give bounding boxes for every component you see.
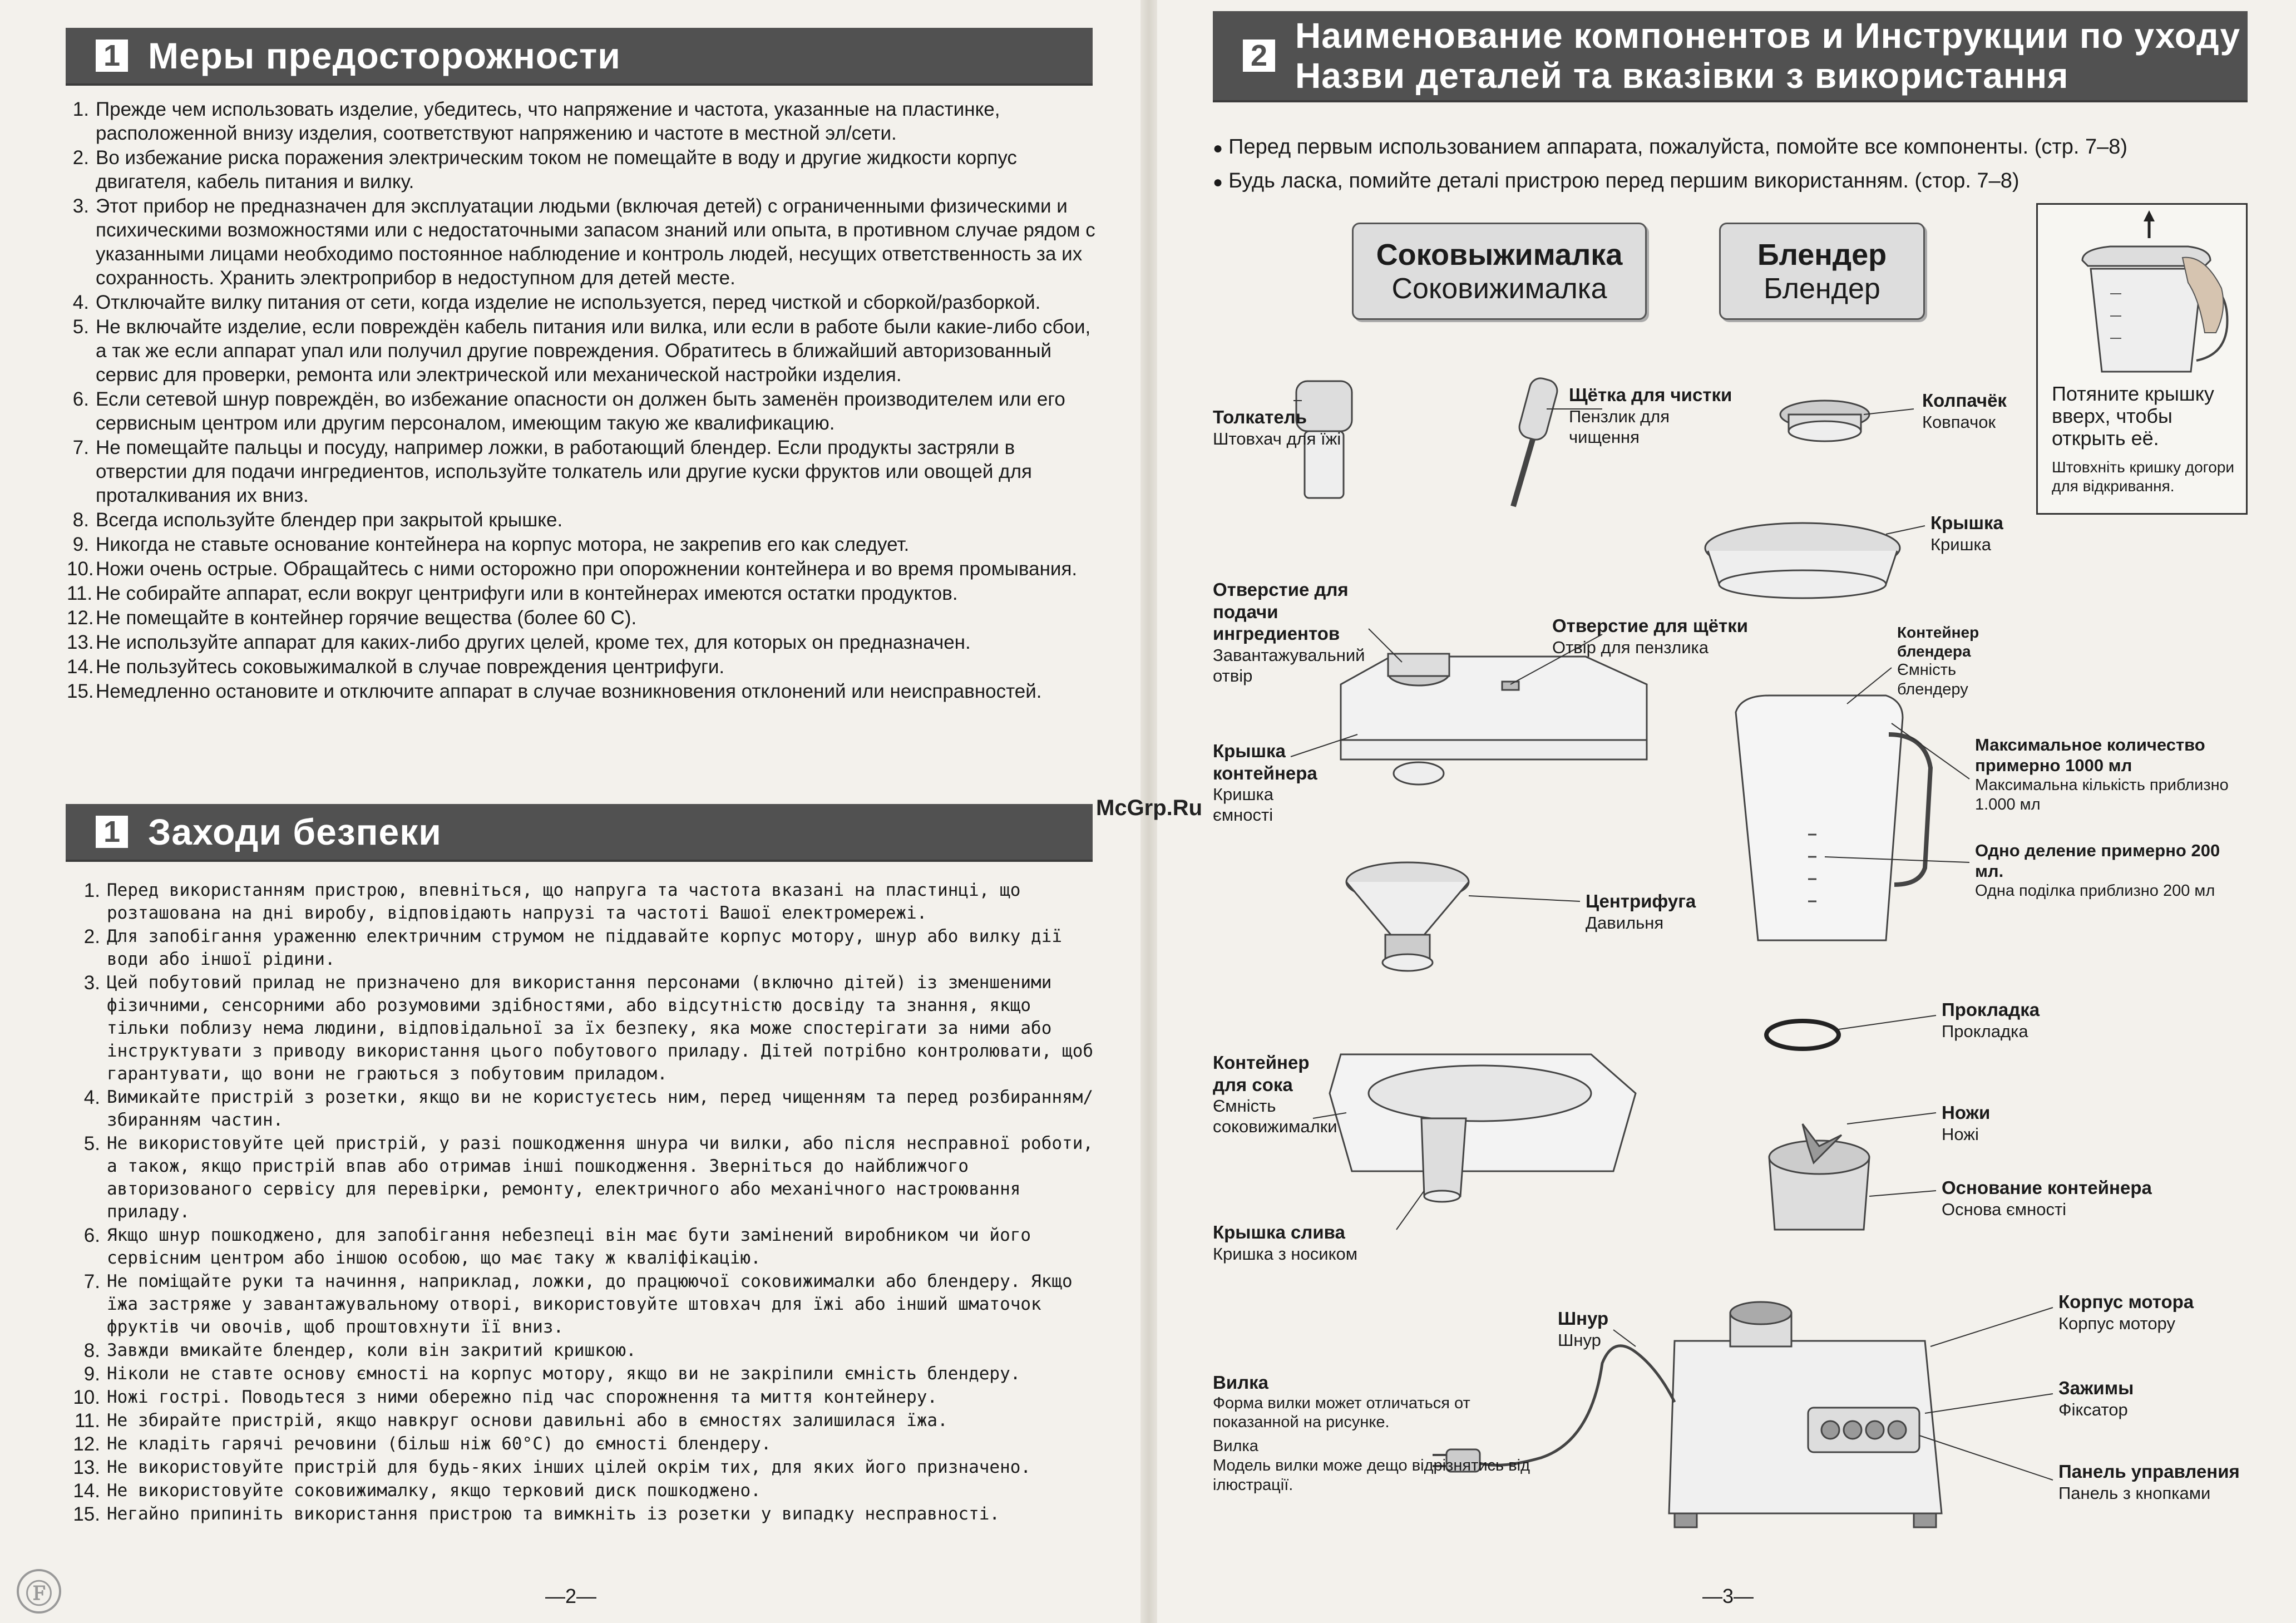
list-item <box>67 1224 1102 1270</box>
item-text: Отключайте вилку питания от сети, когда изделие не используется, перед чисткой и сборкой/разборкой. <box>96 292 1041 313</box>
label-cord: Шнур Шнур <box>1558 1308 1609 1350</box>
list-item <box>67 1363 1102 1385</box>
item-text: Прежде чем использовать изделие, убедитесь, что напряжение и частота, указанные на пластинке, расположенной внизу изделия, соответствуют напряжению и частоте в местной эл/сети. <box>96 98 1000 144</box>
list-item <box>67 97 1102 145</box>
label-container-lid: Крышка контейнера Кришка ємності <box>1213 741 1317 825</box>
item-number: 7. <box>72 437 89 458</box>
item-text: Не помещайте пальцы и посуду, например ложки, в работающий блендер. Если продукты застряли в отверстии для подачи ингредиентов, используйте толкатель или другие куски фруктов или овощей для проталкивания их вниз. <box>96 437 1032 506</box>
section-title: Заходи безпеки <box>148 811 442 852</box>
item-number: 5. <box>72 316 89 338</box>
item-text: Ножі гострі. Поводьтеся з ними обережно під час спорожнення та миття контейнеру. <box>107 1387 938 1407</box>
left-page <box>0 0 1140 1623</box>
list-item <box>67 925 1102 971</box>
list-item <box>67 971 1102 1086</box>
item-number: 9. <box>72 534 89 555</box>
motor-body-drawing <box>1669 1302 1942 1527</box>
juicer-ua: Соковижималка <box>1391 272 1607 305</box>
item-text: Не пользуйтесь соковыжималкой в случае повреждения центрифуги. <box>96 656 725 678</box>
cap-drawing <box>1780 401 1869 441</box>
item-number: 12. <box>73 1433 100 1455</box>
label-gasket: Прокладка Прокладка <box>1942 999 2040 1041</box>
list-item <box>67 146 1102 194</box>
item-number: 12. <box>67 607 94 629</box>
section-number: 2 <box>1243 40 1275 72</box>
item-text: Для запобігання ураженню електричним струмом не піддавайте корпус мотору, шнур або вилку дії води або іншої рідини. <box>107 926 1063 969</box>
item-text: Во избежание риска поражения электрическим током не помещайте в воду и другие жидкости корпус двигателя, кабель питания и вилку. <box>96 147 1017 193</box>
section-number: 1 <box>96 816 128 848</box>
item-text: Негайно припиніть використання пристрою та вимкніть із розетки у випадку несправності. <box>107 1504 1000 1524</box>
blender-lid-drawing <box>1705 523 1900 598</box>
list-item <box>67 630 1102 654</box>
list-item <box>67 290 1102 314</box>
item-text: Никогда не ставьте основание контейнера на корпус мотора, не закрепив его как следует. <box>96 534 910 555</box>
page-number: —2— <box>545 1585 597 1607</box>
label-pusher: Толкатель Штовхач для їжі <box>1213 407 1341 448</box>
list-item <box>67 1409 1102 1432</box>
section-header-ua <box>66 804 1093 860</box>
list-item <box>67 387 1102 435</box>
juice-container-drawing <box>1330 1054 1636 1202</box>
label-juice-container: Контейнер для сока Ємність соковижималки <box>1213 1052 1337 1137</box>
section-number: 1 <box>96 40 128 72</box>
juicer-lid-drawing <box>1341 654 1647 785</box>
list-item <box>67 1086 1102 1132</box>
label-knives: Ножи Ножі <box>1942 1102 1991 1144</box>
item-number: 9. <box>83 1363 100 1385</box>
label-brush: Щётка для чистки Пензлик для чищення <box>1569 384 1732 447</box>
item-number: 10. <box>73 1387 100 1408</box>
list-item <box>67 606 1102 630</box>
item-text: Всегда используйте блендер при закрытой крышке. <box>96 509 563 531</box>
jar-base-drawing <box>1769 1124 1869 1230</box>
label-lid: Крышка Кришка <box>1930 512 2003 554</box>
list-item <box>67 1479 1102 1502</box>
item-number: 13. <box>67 632 94 653</box>
item-number: 6. <box>72 388 89 410</box>
item-number: 15. <box>73 1503 100 1525</box>
list-item <box>67 1503 1102 1526</box>
label-jar-base: Основание контейнера Основа ємності <box>1942 1177 2152 1219</box>
label-division: Одно деление примерно 200 мл. Одна поділка приблизно 200 мл <box>1975 841 2220 900</box>
list-item <box>67 581 1102 605</box>
item-text: Завжди вмикайте блендер, коли він закритий кришкою. <box>107 1340 636 1360</box>
tip-ua: Штовхніть кришку догори для відкривання. <box>2052 458 2235 495</box>
label-blender-jar: Контейнер блендера Ємність блендеру <box>1897 624 1979 698</box>
wash-note-ru: ● Перед первым использованием аппарата, пожалуйста, помойте все компоненты. (стр. 7–8) <box>1213 131 2127 165</box>
wash-note-ua: ● Будь ласка, помийте деталі пристрою перед першим використанням. (стор. 7–8) <box>1213 165 2127 199</box>
centrifuge-drawing <box>1346 862 1469 971</box>
blender-jar-drawing <box>1736 695 1930 940</box>
item-text: Не собирайте аппарат, если вокруг центрифуги или в контейнерах имеются остатки продуктов. <box>96 583 958 604</box>
title-ua: Назви деталей та вказівки з використання <box>1295 56 2069 96</box>
item-number: 7. <box>83 1271 100 1293</box>
list-item <box>67 879 1102 925</box>
label-feed-hole: Отверстие для подачи ингредиентов Завантажувальний отвір <box>1213 579 1365 685</box>
list-item <box>67 1132 1102 1224</box>
item-text: Якщо шнур пошкоджено, для запобігання небезпеці він має бути замінений виробником чи його сервісним центром або іншою особою, що має таку ж кваліфікацію. <box>107 1225 1031 1268</box>
list-item <box>67 194 1102 290</box>
label-centrifuge: Центрифуга Давильня <box>1586 891 1696 933</box>
item-text: Цей побутовий прилад не призначено для використання персонами (включно дітей) із зменшеними фізичними, сенсорними або розумовими здібностями, або відсутністю досвіду та знання, якщо тільки поблизу нема людини, відповідальної за їх безпеку, яка може спостерігати за ними або інструктувати з приводу використання цього побутового приладу. Дітей потрібно контролювати, щоб гарантувати, що вони не граються з побутовим приладом. <box>107 973 1094 1084</box>
label-spout-lid: Крышка слива Кришка з носиком <box>1213 1222 1358 1264</box>
blender-ua: Блендер <box>1764 272 1880 305</box>
item-number: 1. <box>83 880 100 901</box>
list-item <box>67 679 1102 703</box>
item-number: 13. <box>73 1457 100 1478</box>
label-max: Максимальное количество примерно 1000 мл Максимальна кількість приблизно 1.000 мл <box>1975 735 2229 814</box>
precautions-list-ru <box>67 97 1102 704</box>
list-item <box>67 1386 1102 1409</box>
title-ru: Наименование компонентов и Инструкции по уходу <box>1295 16 2241 56</box>
page-number: —3— <box>1702 1585 1754 1607</box>
blender-ru: Блендер <box>1757 238 1887 272</box>
label-brush-hole: Отверстие для щётки Отвір для пензлика <box>1552 615 1749 657</box>
item-number: 11. <box>67 583 93 604</box>
item-text: Не используйте аппарат для каких-либо других целей, кроме тех, для которых он предназначен. <box>96 632 971 653</box>
gasket-drawing <box>1766 1021 1839 1049</box>
brush-drawing <box>1513 376 1559 506</box>
item-text: Ножи очень острые. Обращайтесь с ними осторожно при опорожнении контейнера и во время промывания. <box>96 558 1078 580</box>
label-panel: Панель управления Панель з кнопками <box>2058 1461 2240 1503</box>
tip-ru: Потяните крышку вверх, чтобы открыть её. <box>2052 382 2214 450</box>
item-text: Вимикайте пристрій з розетки, якщо ви не користуєтесь ним, перед чищенням та перед розбиранням/збиранням частин. <box>107 1087 1094 1130</box>
list-item <box>67 557 1102 581</box>
label-motor: Корпус мотора Корпус мотору <box>2058 1291 2194 1333</box>
item-number: 8. <box>83 1340 100 1361</box>
item-number: 6. <box>83 1225 100 1246</box>
item-text: Не використовуйте пристрій для будь-яких інших цілей окрім тих, для яких його призначено. <box>107 1457 1031 1477</box>
item-number: 3. <box>72 195 89 217</box>
item-number: 2. <box>83 926 100 948</box>
list-item <box>67 1433 1102 1456</box>
item-text: Немедленно остановите и отключите аппарат в случае возникновения отклонений или неисправностей. <box>96 680 1042 702</box>
item-text: Этот прибор не предназначен для эксплуатации людьми (включая детей) с ограниченными физическими и психическими возможностями или с недостаточными запасом знаний или опыта, в противном случае рядом с указанными лицами необходимо постоянное наблюдение и контроль людей, несущих ответственность за их сохранность. Хранить электроприбор в недоступном для детей месте. <box>96 195 1095 289</box>
item-text: Не використовуйте соковижималку, якщо терковий диск пошкоджено. <box>107 1481 761 1501</box>
section-header-ru <box>66 28 1093 83</box>
item-text: Не поміщайте руки та начиння, наприклад, ложки, до працюючої соковижималки або блендеру. Якщо їжа застряже у завантажувальному отворі, використовуйте штовхач для їжі або інший шматочок фруктів чи овочів, щоб проштовхнути її вниз. <box>107 1271 1073 1337</box>
item-text: Не збирайте пристрій, якщо навкруг основи давильні або в ємностях залишилася їжа. <box>107 1410 948 1430</box>
item-number: 5. <box>83 1133 100 1155</box>
item-text: Не помещайте в контейнер горячие вещества (более 60 С). <box>96 607 637 629</box>
precautions-list-ua <box>67 879 1102 1526</box>
juicer-ru: Соковыжималка <box>1376 238 1623 272</box>
item-number: 1. <box>72 98 89 120</box>
list-item <box>67 1339 1102 1362</box>
item-number: 4. <box>72 292 89 313</box>
label-cap: Колпачёк Ковпачок <box>1922 390 2007 432</box>
item-number: 15. <box>67 680 94 702</box>
item-text: Не використовуйте цей пристрій, у разі пошкодження шнура чи вилки, або після несправної роботи, а також, якщо пристрій впав або отримав інші пошкодження. Зверніться до найближчого авторизованого сервісу для перевірки, ремонту, електричного або механічного настроювання приладу. <box>107 1133 1094 1222</box>
item-number: 14. <box>73 1480 100 1502</box>
item-number: 10. <box>67 558 94 580</box>
label-plug: Вилка Форма вилки может отличаться от показанной на рисунке. Вилка Модель вилки може дещо відрізнятись від ілюстрації. <box>1213 1372 1530 1494</box>
list-item <box>67 1270 1102 1339</box>
item-text: Не включайте изделие, если повреждён кабель питания или вилка, или если в работе были какие-либо сбои, а так же если аппарат упал или получил другие повреждения. Обратитесь в ближайший авторизованный сервис для проверки, ремонта или электрической или механической настройки изделия. <box>96 316 1091 386</box>
section-title: Меры предосторожности <box>148 35 621 76</box>
item-text: Если сетевой шнур повреждён, во избежание опасности он должен быть заменён производителем или его сервисным центром или другим персоналом, имеющим такую же квалификацию. <box>96 388 1065 434</box>
list-item <box>67 655 1102 679</box>
right-page <box>1157 0 2296 1623</box>
item-text: Перед використанням пристрою, впевніться, що напруга та частота вказані на пластинці, що розташована на дні виробу, відповідають напрузі та частоті Вашої електромережі. <box>107 880 1021 923</box>
watermark: McGrp.Ru <box>1096 796 1203 820</box>
item-number: 8. <box>72 509 89 531</box>
label-clamps: Зажимы Фіксатор <box>2058 1378 2134 1419</box>
list-item <box>67 532 1102 556</box>
list-item <box>67 1456 1102 1479</box>
item-number: 2. <box>72 147 89 169</box>
item-text: Не кладіть гарячі речовини (більш ніж 60°С) до ємності блендеру. <box>107 1434 772 1454</box>
corner-mark: Ⓕ <box>17 1569 61 1614</box>
item-text: Ніколи не ставте основу ємності на корпус мотору, якщо ви не закріпили ємність блендеру. <box>107 1364 1021 1384</box>
item-number: 14. <box>67 656 94 678</box>
list-item <box>67 315 1102 387</box>
list-item <box>67 436 1102 507</box>
list-item <box>67 508 1102 532</box>
item-number: 4. <box>83 1087 100 1108</box>
item-number: 11. <box>74 1410 100 1432</box>
item-number: 3. <box>83 972 100 994</box>
